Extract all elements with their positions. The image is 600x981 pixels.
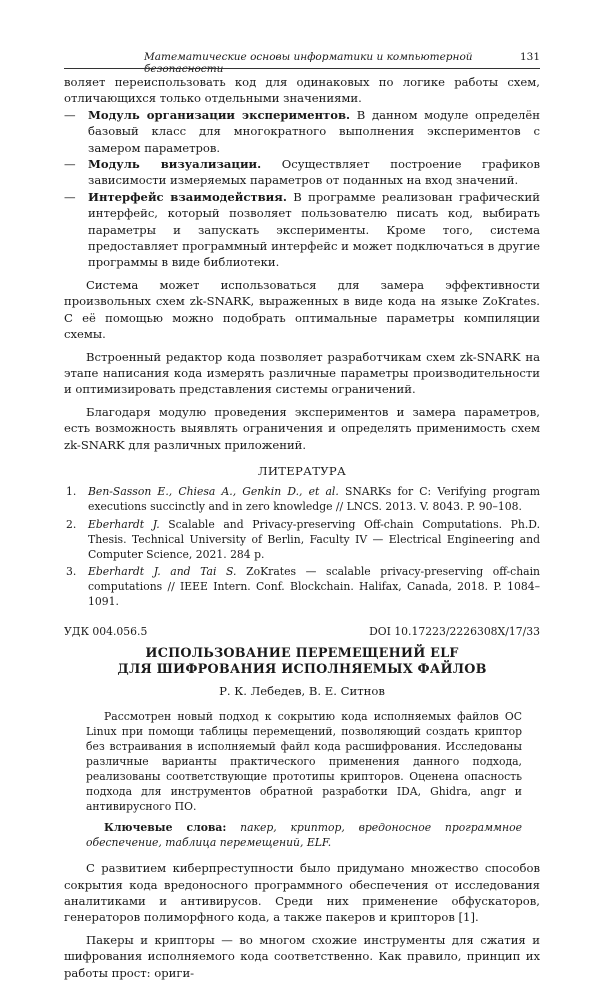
- article-title: ИСПОЛЬЗОВАНИЕ ПЕРЕМЕЩЕНИЙ ELF ДЛЯ ШИФРОВАНИЯ ИСПОЛНЯЕМЫХ ФАЙЛОВ: [117, 645, 487, 677]
- page-body: [64, 74, 540, 981]
- keywords-label: Ключевые слова:: [104, 821, 227, 835]
- page-number: 131: [519, 51, 540, 63]
- reference-item: 3. Eberhardt J. and Tai S. ZoKrates — scalable privacy-preserving off-chain computations // IEEE Intern. Conf. Blockchain. Halifax, Canada, 2018. P. 1084–1091.: [66, 565, 541, 608]
- reference-text: Scalable and Privacy-preserving Off-chain Computations. Ph.D. Thesis. Technical University of Berlin, Faculty IV — Electrical Engineering and Computer Science, 2021. 284 p.: [88, 517, 540, 561]
- article-authors: Р. К. Лебедев, В. Е. Ситнов: [219, 683, 385, 698]
- reference-text: ZoKrates — scalable privacy-preserving off-chain computations // IEEE Intern. Conf. Blockchain. Halifax, Canada, 2018. P. 1084–1091.: [88, 565, 541, 608]
- continued-paragraph: воляет переиспользовать код для одинаковых по логике работы схем, отличающихся только отдельными значениями.: [64, 75, 540, 106]
- body-paragraph: Благодаря модулю проведения экспериментов и замера параметров, есть возможность выявлять ограничения и определять применимость схем zk-SNARK для различных приложений.: [64, 404, 540, 452]
- reference-authors: Ben-Sasson E., Chiesa A., Genkin D., et al.: [88, 485, 339, 499]
- running-header: [64, 47, 540, 75]
- body-paragraph: Система может использоваться для замера эффективности произвольных схем zk-SNARK, выраженных в виде кода на языке ZoKrates. С её помощью можно подобрать оптимальные параметры компиляции схемы.: [64, 277, 540, 342]
- doi: DOI 10.17223/2226308X/17/33: [369, 624, 540, 638]
- reference-item: 2. Eberhardt J. Scalable and Privacy-preserving Off-chain Computations. Ph.D. Thesis. Technical University of Berlin, Faculty IV — Electrical Engineering and Computer Science, 2021. 284 p.: [66, 517, 540, 561]
- module-item: — Модуль организации экспериментов. В данном модуле определён базовый класс для многократного выполнения экспериментов с замером параметров.: [64, 107, 540, 155]
- abstract: Рассмотрен новый подход к сокрытию кода исполняемых файлов ОС Linux при помощи таблицы перемещений, позволяющий создать криптор без встраивания в исполняемый файл кода расшифрования. Исследованы различные варианты практического применения данного подхода, реализованы соответствующие прототипы крипторов. Оценена опасность подхода для инструментов обратной разработки IDA, Ghidra, angr и антивирусного ПО.: [86, 710, 522, 814]
- keywords: [86, 820, 522, 850]
- references-heading: ЛИТЕРАТУРА: [257, 463, 347, 478]
- reference-authors: Eberhardt J. and Tai S.: [88, 565, 237, 579]
- header-rule: [64, 68, 540, 69]
- reference-authors: Eberhardt J.: [88, 517, 160, 531]
- module-name: Модуль организации экспериментов.: [88, 107, 351, 122]
- journal-title: Математические основы информатики и компьютерной безопасности: [144, 51, 473, 75]
- reference-text: SNARKs for C: Verifying program executions succinctly and in zero knowledge // LNCS. 2013. V. 8043. P. 90–108.: [88, 485, 541, 514]
- module-name: Интерфейс взаимодействия.: [88, 189, 287, 204]
- module-item: — Модуль визуализации. Осуществляет построение графиков зависимости измеряемых параметров от поданных на вход значений.: [64, 157, 540, 188]
- reference-item: 1. Ben-Sasson E., Chiesa A., Genkin D., et al. SNARKs for C: Verifying program executions succinctly and in zero knowledge // LNCS. 2013. V. 8043. P. 90–108.: [66, 485, 541, 514]
- intro-paragraph: Пакеры и крипторы — во многом схожие инструменты для сжатия и шифрования исполняемого кода соответственно. Как правило, принцип их работы прост: ориги-: [64, 932, 540, 980]
- keywords-list: пакер, криптор, вредоносное программное обеспечение, таблица перемещений, ELF.: [86, 821, 522, 850]
- module-item: — Интерфейс взаимодействия. В программе реализован графический интерфейс, который позволяет пользователю писать код, выбирать параметры и запускать эксперименты. Кроме того, система предоставляет программный интерфейс и может подключаться в другие программы в виде библиотеки.: [64, 189, 540, 270]
- body-paragraph: Встроенный редактор кода позволяет разработчикам схем zk-SNARK на этапе написания кода измерять различные параметры производительности и оптимизировать представления системы ограничений.: [64, 349, 540, 397]
- module-text: Осуществляет построение графиков зависимости измеряемых параметров от поданных на вход значений.: [88, 157, 540, 188]
- module-text: В программе реализован графический интерфейс, который позволяет пользователю писать код, выбирать параметры и запускать эксперименты. Кроме того, система предоставляет программный интерфейс и может подключаться в другие программы в виде библиотеки.: [88, 189, 540, 270]
- intro-paragraph: С развитием киберпреступности было придумано множество способов сокрытия кода вредоносного программного обеспечения от исследования аналитиками и антивирусов. Среди них применение обфускаторов, генераторов полиморфного кода, а также пакеров и крипторов [1].: [64, 861, 540, 925]
- module-name: Модуль визуализации.: [88, 157, 262, 172]
- article-meta: [64, 624, 540, 642]
- udk-code: УДК 004.056.5: [64, 624, 148, 638]
- module-text: В данном модуле определён базовый класс для многократного выполнения экспериментов с замером параметров.: [88, 107, 540, 155]
